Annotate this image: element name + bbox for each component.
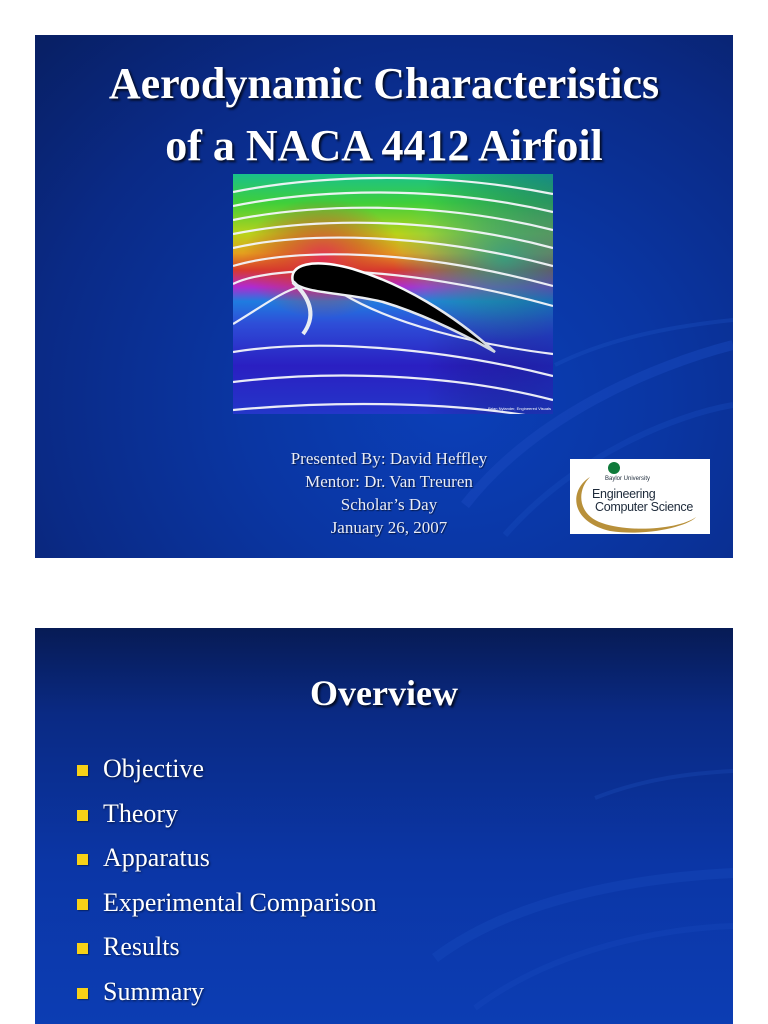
mentor-line: Mentor: Dr. Van Treuren (305, 472, 473, 491)
title-line-2: of a NACA 4412 Airfoil (165, 121, 603, 170)
list-item (77, 930, 377, 975)
logo-university: Baylor University (605, 476, 651, 482)
list-item-label: Objective (103, 754, 205, 783)
logo-line-2: Computer Science (595, 500, 694, 514)
title-slide (35, 35, 733, 558)
list-item (77, 841, 377, 886)
list-item (77, 975, 377, 1020)
image-credit: Brian Nylander, Engineered Visuals (488, 406, 551, 411)
square-bullet-icon (77, 943, 88, 954)
square-bullet-icon (77, 899, 88, 910)
presenter-info (231, 447, 547, 539)
title-line-1: Aerodynamic Characteristics (108, 59, 660, 108)
square-bullet-icon (77, 765, 88, 776)
list-item-label: Summary (103, 976, 205, 1006)
list-item (77, 797, 377, 842)
list-item (77, 752, 377, 797)
square-bullet-icon (77, 988, 88, 999)
event-line: Scholar’s Day (340, 495, 438, 514)
airfoil-flow-visualization-icon (233, 174, 553, 414)
list-item-label: Apparatus (103, 843, 210, 872)
list-item (77, 886, 377, 931)
overview-list (77, 752, 377, 1019)
square-bullet-icon (77, 810, 88, 821)
list-item-label: Theory (103, 798, 179, 828)
list-item-label: Experimental Comparison (103, 887, 377, 917)
square-bullet-icon (77, 854, 88, 865)
logo-line-1: Engineering (592, 487, 656, 501)
list-item-label: Results (103, 932, 180, 961)
slide-title (35, 53, 733, 177)
presenter-line: Presented By: David Heffley (290, 449, 488, 468)
overview-slide (35, 628, 733, 1024)
date-line: January 26, 2007 (330, 518, 448, 537)
baylor-ecs-logo-icon (570, 459, 710, 534)
overview-title: Overview (310, 673, 458, 713)
